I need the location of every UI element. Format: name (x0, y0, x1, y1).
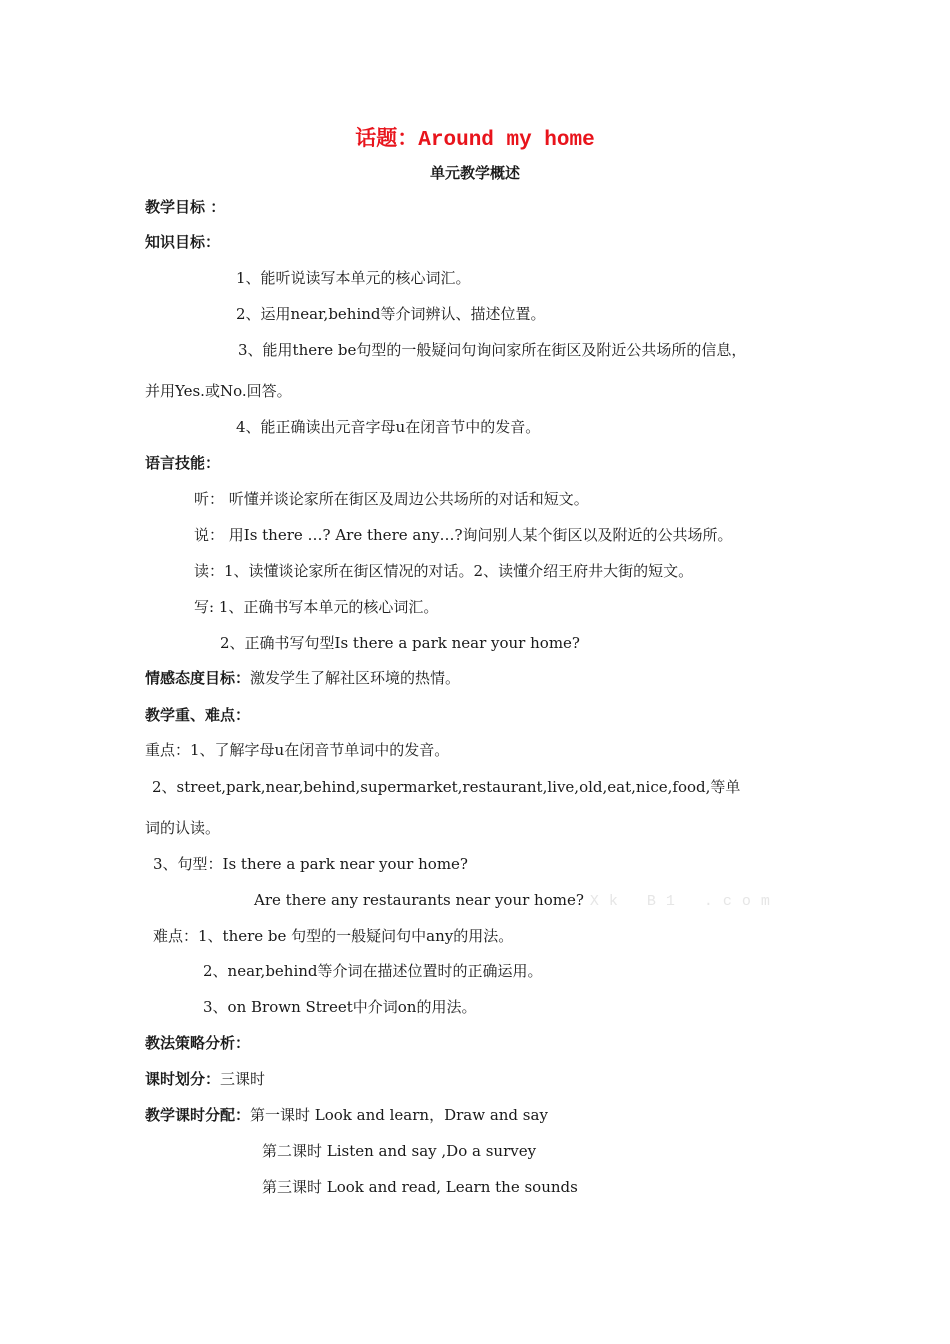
skill-speak: 说： 用Is there …? Are there any…?询问别人某个街区以及附近的公共场所。 (194, 526, 733, 544)
skill-read: 读：1、读懂谈论家所在街区情况的对话。2、读懂介绍王府井大街的短文。 (194, 562, 694, 580)
title-chinese: 话题： (355, 126, 419, 150)
attitude-text: 激发学生了解社区环境的热情。 (250, 669, 461, 687)
allocation-item: 第三课时 Look and read, Learn the sounds (262, 1178, 578, 1196)
page-title (0, 125, 950, 154)
skill-write-continued: 2、正确书写句型Is there a park near your home? (220, 634, 580, 652)
title-english: Around my home (418, 129, 595, 152)
difficult-point: 3、on Brown Street中介词on的用法。 (203, 998, 477, 1016)
schedule-row (145, 1069, 265, 1089)
knowledge-item-continued: 并用Yes.或No.回答。 (145, 382, 292, 400)
key-point-continued: 词的认读。 (145, 819, 221, 837)
skill-listen: 听： 听懂并谈论家所在街区及周边公共场所的对话和短文。 (194, 490, 589, 508)
allocation-item: 第一课时 Look and learn，Draw and say (250, 1106, 548, 1124)
key-point-sentence (254, 890, 780, 912)
attitude-row (145, 668, 460, 688)
knowledge-item: 1、能听说读写本单元的核心词汇。 (236, 269, 471, 287)
knowledge-item: 2、运用near,behind等介词辨认、描述位置。 (236, 305, 546, 323)
goals-heading: 教学目标 ： (145, 198, 226, 216)
key-point: 重点：1、了解字母u在闭音节单词中的发音。 (145, 741, 450, 759)
schedule-text: 三课时 (220, 1070, 266, 1088)
method-heading: 教法策略分析： (145, 1034, 251, 1052)
knowledge-item: 3、能用there be句型的一般疑问句询问家所在街区及附近公共场所的信息， (238, 341, 747, 359)
skill-write: 写: 1、正确书写本单元的核心词汇。 (194, 598, 439, 616)
allocation-heading: 教学课时分配： (145, 1106, 251, 1124)
key-point-sentence-text: Are there any restaurants near your home? (254, 891, 584, 909)
page-subtitle: 单元教学概述 (429, 164, 520, 182)
allocation-item: 第二课时 Listen and say ,Do a survey (262, 1142, 537, 1160)
schedule-heading: 课时划分： (145, 1070, 221, 1088)
watermark-text: Xk B1 .com (589, 893, 780, 910)
knowledge-heading: 知识目标： (145, 233, 221, 251)
allocation-row (145, 1105, 548, 1125)
key-point: 2、street,park,near,behind,supermarket,restaurant,live,old,eat,nice,food,等单 (152, 778, 741, 796)
knowledge-item: 4、能正确读出元音字母u在闭音节中的发音。 (236, 418, 541, 436)
difficult-point: 难点：1、there be 句型的一般疑问句中any的用法。 (153, 927, 514, 945)
key-point: 3、句型：Is there a park near your home? (153, 855, 468, 873)
skills-heading: 语言技能： (145, 454, 221, 472)
attitude-heading: 情感态度目标： (145, 669, 251, 687)
difficult-point: 2、near,behind等介词在描述位置时的正确运用。 (203, 962, 543, 980)
key-difficult-heading: 教学重、难点： (145, 706, 251, 724)
